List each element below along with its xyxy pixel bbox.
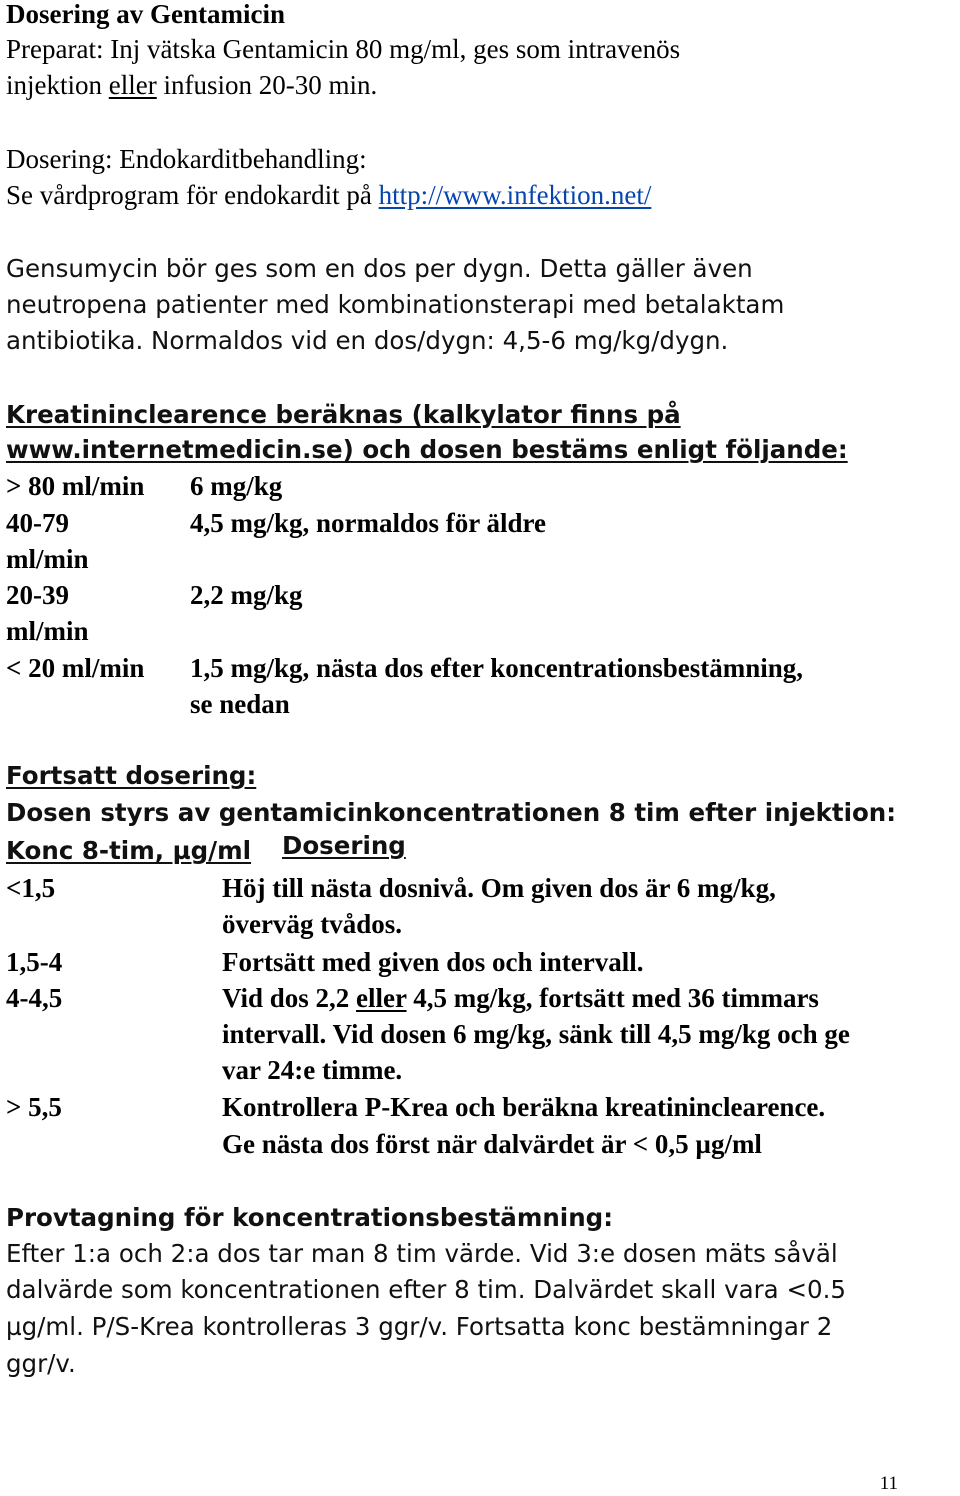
eller-underlined: eller [356,983,407,1013]
infektion-link[interactable]: http://www.infektion.net/ [378,180,652,210]
paragraph-line-1: Gensumycin bör ges som en dos per dygn. Detta gäller även [6,254,753,283]
kreatinin-dose: 6 mg/kg [190,471,283,501]
kreatinin-heading-line-1: Kreatininclearence beräknas (kalkylator finns på [6,400,681,429]
provtagning-heading: Provtagning för koncentrationsbestämning: [6,1203,613,1232]
dosering-text-post: 4,5 mg/kg, fortsätt med 36 timmars [406,983,819,1013]
page-number: 11 [879,1473,898,1494]
dosering-text: överväg tvådos. [222,909,402,939]
kreatinin-dose: 1,5 mg/kg, nästa dos efter koncentrationsbestämning, [190,653,804,683]
preparat-text: injektion [6,70,109,100]
konc-value: > 5,5 [6,1092,62,1122]
dosering-text-pre: Vid dos 2,2 [222,983,357,1013]
dosering-text: Höj till nästa dosnivå. Om given dos är 6 mg/kg, [222,873,776,903]
dosering-text: Ge nästa dos först när dalvärdet är < 0,5 µg/ml [222,1129,762,1159]
kreatinin-dose: 2,2 mg/kg [190,580,303,610]
paragraph-line-3: antibiotika. Normaldos vid en dos/dygn: 4,5-6 mg/kg/dygn. [6,326,729,355]
konc-value: 1,5-4 [6,947,63,977]
preparat-text-end: infusion 20-30 min. [156,70,378,100]
dosering-text: intervall. Vid dosen 6 mg/kg, sänk till 4,5 mg/kg och ge [222,1019,850,1049]
dosering-text: Se vårdprogram för endokardit på [6,180,379,210]
konc-value: <1,5 [6,873,56,903]
kreatinin-range: > 80 ml/min [6,471,145,501]
eller-underlined: eller [108,70,157,100]
kreatinin-range-unit: ml/min [6,544,89,574]
dosering-text: Kontrollera P-Krea och beräkna kreatininclearence. [222,1092,826,1122]
kreatinin-heading-line-2 [6,432,848,468]
kreatinin-heading-text: www.internetmedicin.se) och dosen bestäms enligt följande: [6,435,848,464]
provtagning-line-3: µg/ml. P/S-Krea kontrolleras 3 ggr/v. Fortsatta konc bestämningar 2 [6,1312,833,1341]
dosering-line-2 [6,177,651,213]
provtagning-line-1: Efter 1:a och 2:a dos tar man 8 tim värde. Vid 3:e dosen mäts såväl [6,1239,838,1268]
fortsatt-heading: Fortsatt dosering: [6,761,257,790]
kreatinin-dose-cont: se nedan [190,689,290,719]
col-header-dosering: Dosering [282,831,406,860]
kreatinin-range: < 20 ml/min [6,653,145,683]
dosering-line-1: Dosering: Endokarditbehandling: [6,144,367,174]
kreatinin-range-unit: ml/min [6,616,89,646]
dosering-text: Fortsätt med given dos och intervall. [222,947,644,977]
provtagning-line-4: ggr/v. [6,1349,76,1378]
preparat-line-2 [6,67,377,103]
col-header-konc: Konc 8-tim, µg/ml [6,836,252,865]
konc-value: 4-4,5 [6,983,63,1013]
kreatinin-range: 40-79 [6,508,69,538]
kreatinin-range: 20-39 [6,580,69,610]
provtagning-line-2: dalvärde som koncentrationen efter 8 tim. Dalvärdet skall vara <0.5 [6,1275,846,1304]
fortsatt-subheading: Dosen styrs av gentamicinkoncentrationen 8 tim efter injektion: [6,798,897,827]
kreatinin-dose: 4,5 mg/kg, normaldos för äldre [190,508,547,538]
dosering-text [222,980,819,1016]
preparat-line-1: Preparat: Inj vätska Gentamicin 80 mg/ml, ges som intravenös [6,34,681,64]
page-title: Dosering av Gentamicin [6,0,285,29]
dosering-text: var 24:e timme. [222,1055,403,1085]
paragraph-line-2: neutropena patienter med kombinationsterapi med betalaktam [6,290,785,319]
